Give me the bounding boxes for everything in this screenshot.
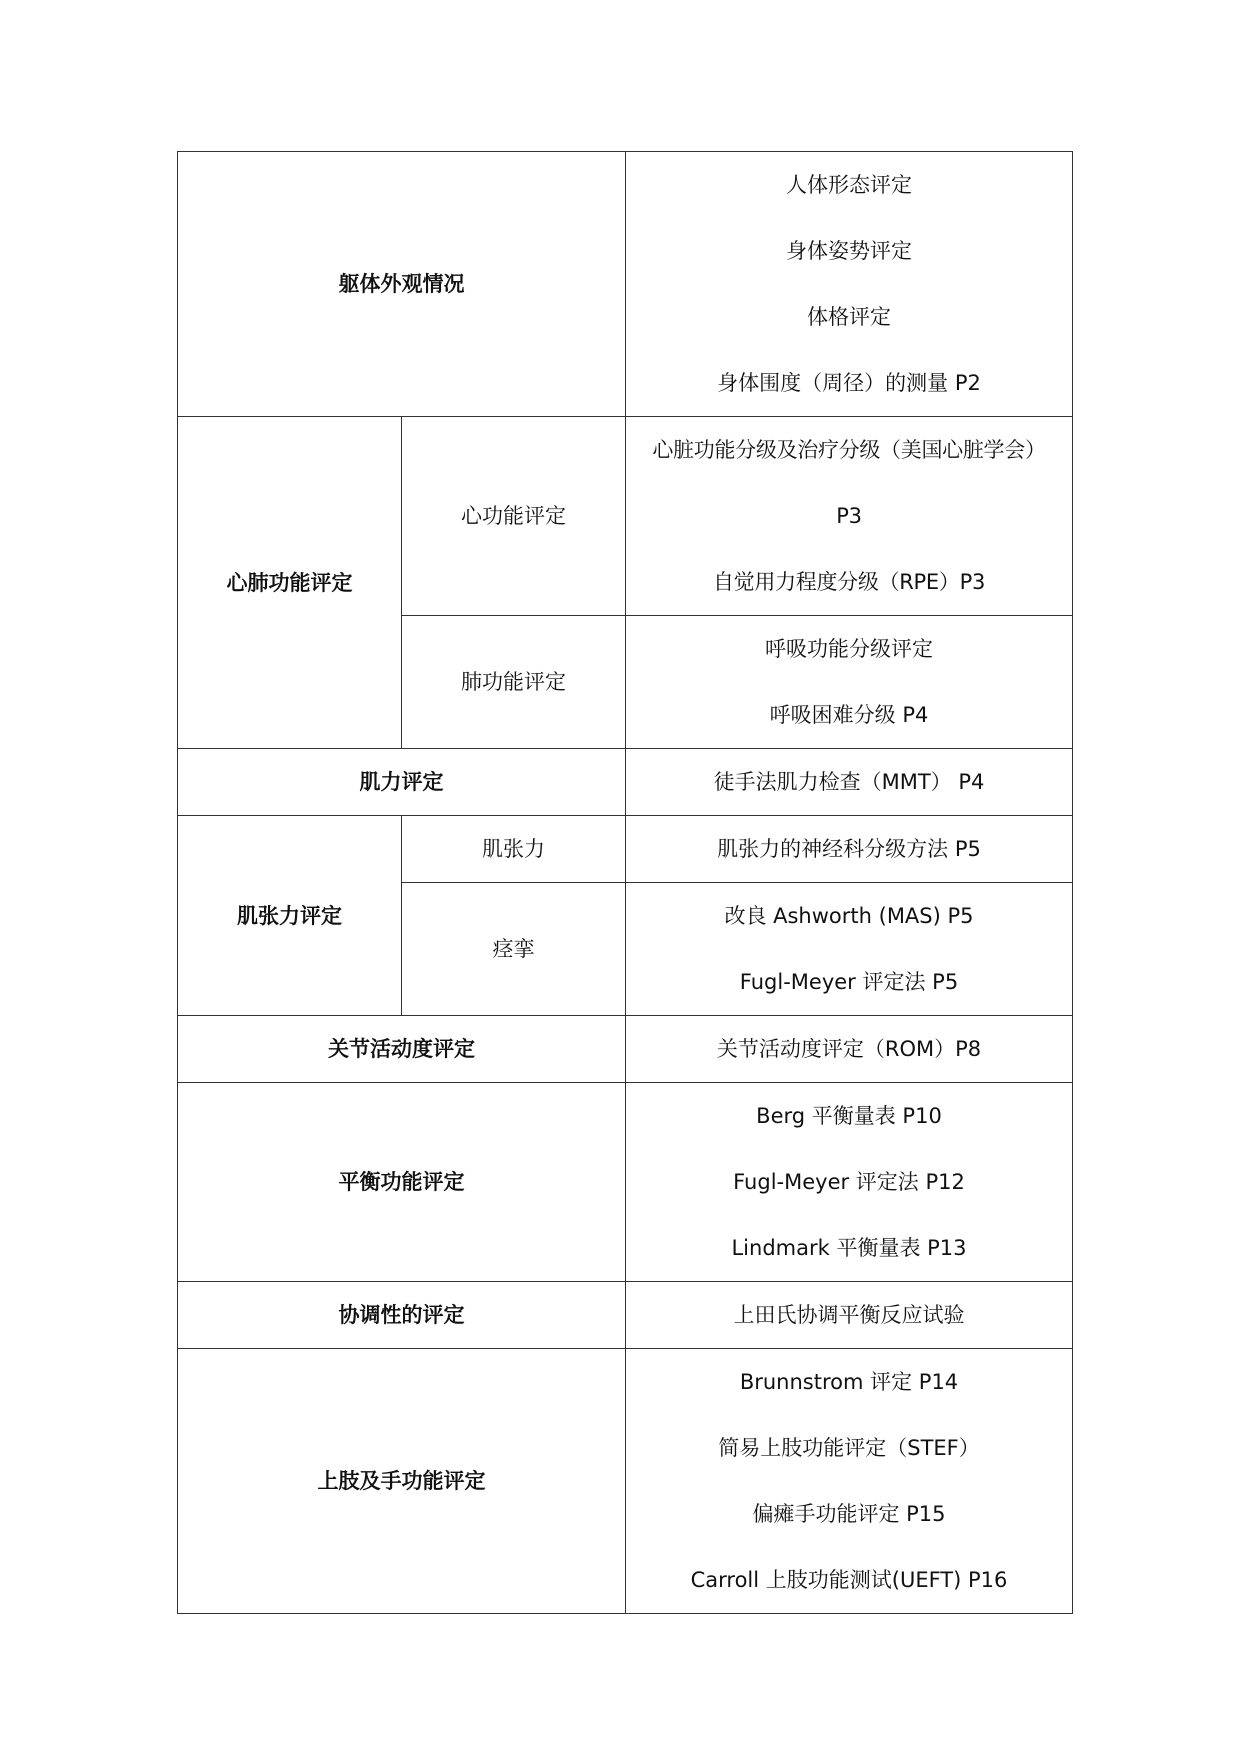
items-cell: [626, 1349, 1073, 1614]
subgroup-cell: 痉挛: [402, 883, 626, 1016]
assessment-table: [177, 151, 1073, 1614]
category-cell: 肌力评定: [178, 749, 626, 816]
item-text: Fugl-Meyer 评定法 P5: [739, 970, 959, 994]
category-cell: 肌张力评定: [178, 816, 402, 1016]
category-cell: 协调性的评定: [178, 1282, 626, 1349]
subgroup-cell: 肌张力: [402, 816, 626, 883]
items-cell: [626, 883, 1073, 1016]
item-text: 偏瘫手功能评定 P15: [752, 1502, 946, 1526]
item-text: 改良 Ashworth (MAS) P5: [724, 904, 974, 928]
item-text: 体格评定: [807, 305, 891, 329]
item-text: Fugl-Meyer 评定法 P12: [733, 1170, 965, 1194]
category-cell: 平衡功能评定: [178, 1083, 626, 1282]
items-cell: [626, 749, 1073, 816]
subgroup-cell: 心功能评定: [402, 417, 626, 616]
items-cell: [626, 1016, 1073, 1083]
item-text: 身体姿势评定: [786, 239, 912, 263]
item-text: Berg 平衡量表 P10: [756, 1104, 942, 1128]
item-text: 自觉用力程度分级（RPE）P3: [712, 570, 986, 594]
table-row: [178, 1349, 1073, 1614]
category-cell: 上肢及手功能评定: [178, 1349, 626, 1614]
table-row: [178, 1282, 1073, 1349]
item-text: 关节活动度评定（ROM）P8: [716, 1037, 982, 1061]
item-text: 人体形态评定: [786, 173, 912, 197]
table-row: [178, 749, 1073, 816]
item-text: Carroll 上肢功能测试(UEFT) P16: [690, 1568, 1008, 1592]
subgroup-cell: 肺功能评定: [402, 616, 626, 749]
category-cell: 躯体外观情况: [178, 152, 626, 417]
items-cell: [626, 816, 1073, 883]
category-cell: 心肺功能评定: [178, 417, 402, 749]
table-row: [178, 1016, 1073, 1083]
table-row: [178, 1083, 1073, 1282]
table-row: [178, 816, 1073, 883]
item-text: 心脏功能分级及治疗分级（美国心脏学会）: [652, 438, 1046, 462]
items-cell: [626, 1083, 1073, 1282]
item-text: 简易上肢功能评定（STEF）: [718, 1436, 980, 1460]
item-text: 上田氏协调平衡反应试验: [733, 1303, 965, 1327]
item-text: 徒手法肌力检查（MMT） P4: [713, 770, 985, 794]
table-row: [178, 417, 1073, 616]
table-row: [178, 152, 1073, 417]
item-text: P3: [836, 504, 862, 528]
items-cell: [626, 616, 1073, 749]
item-text: 呼吸功能分级评定: [765, 637, 933, 661]
items-cell: [626, 1282, 1073, 1349]
category-cell: 关节活动度评定: [178, 1016, 626, 1083]
item-text: 肌张力的神经科分级方法 P5: [717, 837, 981, 861]
item-text: Lindmark 平衡量表 P13: [731, 1236, 967, 1260]
item-text: 呼吸困难分级 P4: [769, 703, 929, 727]
item-text: Brunnstrom 评定 P14: [739, 1370, 959, 1394]
item-text: 身体围度（周径）的测量 P2: [717, 371, 981, 395]
items-cell: [626, 152, 1073, 417]
items-cell: [626, 417, 1073, 616]
